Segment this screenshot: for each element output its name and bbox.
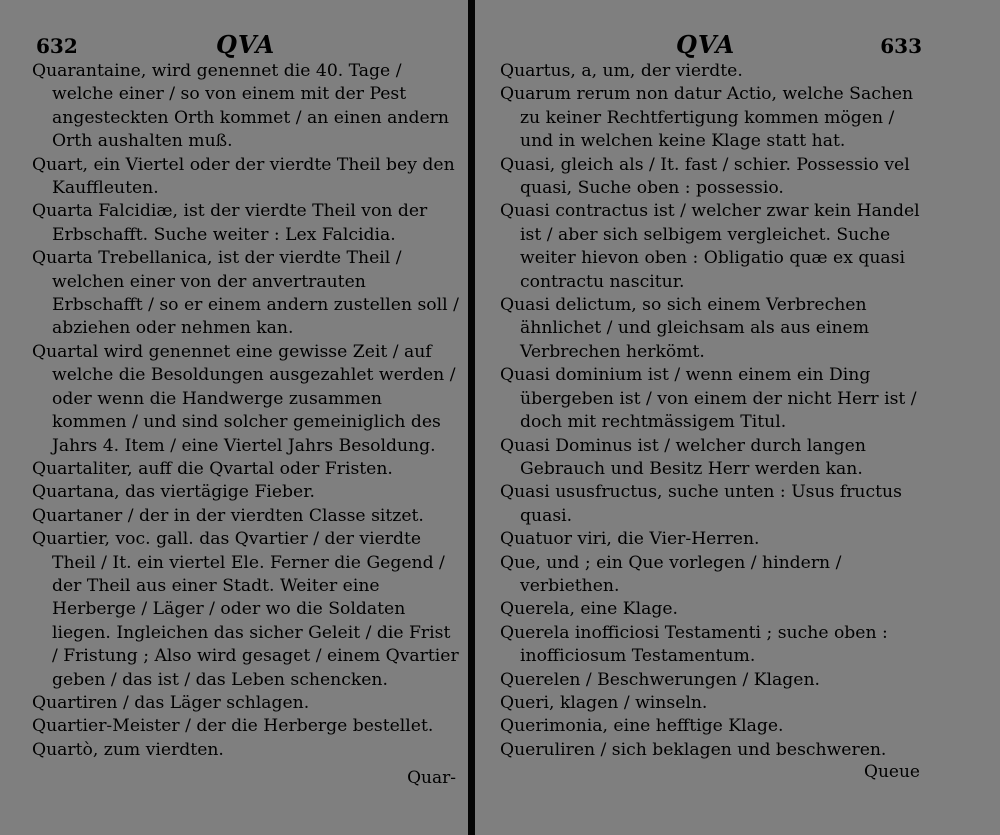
dictionary-entry: Querelen / Beschwerungen / Klagen. bbox=[500, 669, 820, 690]
dictionary-entry: Quarta Trebellanica, ist der vierdte Theil / welchen einer von der anvertrauten Erbschafft / so er einem andern zustellen soll / abziehen oder nehmen kan. bbox=[32, 248, 459, 339]
running-head: QVA bbox=[216, 30, 276, 59]
left-entry-list bbox=[30, 60, 460, 762]
dictionary-entry: Queri, klagen / winseln. bbox=[500, 692, 708, 713]
dictionary-entry: Querela inofficiosi Testamenti ; suche oben : inofficiosum Testamentum. bbox=[500, 622, 888, 667]
dictionary-entry: Querela, eine Klage. bbox=[500, 599, 678, 620]
book-gutter bbox=[468, 0, 475, 835]
catchword: Quar- bbox=[407, 768, 456, 788]
dictionary-entry: Quasi contractus ist / welcher zwar kein Handel ist / aber sich selbigem vergleichet. Suche weiter hievon oben : Obligatio quæ ex quasi contractu nascitur. bbox=[500, 201, 920, 292]
left-page bbox=[30, 0, 460, 835]
running-head: QVA bbox=[676, 30, 736, 59]
right-entry-list bbox=[498, 60, 922, 762]
dictionary-entry: Querimonia, eine hefftige Klage. bbox=[500, 716, 784, 737]
dictionary-entry: Quart, ein Viertel oder der vierdte Theil bey den Kauffleuten. bbox=[32, 154, 455, 199]
left-page-header bbox=[30, 0, 460, 59]
dictionary-entry: Quarta Falcidiæ, ist der vierdte Theil von der Erbschafft. Suche weiter : Lex Falcidia. bbox=[32, 201, 428, 245]
dictionary-entry: Quarantaine, wird genennet die 40. Tage / welche einer / so von einem mit der Pest angesteckten Orth kommet / an einen andern Orth aushalten muß. bbox=[32, 61, 449, 152]
dictionary-entry: Quasi dominium ist / wenn einem ein Ding übergeben ist / von einem der nicht Herr ist / doch mit rechtmässigem Titul. bbox=[500, 365, 917, 433]
dictionary-entry: Quarum rerum non datur Actio, welche Sachen zu keiner Rechtfertigung kommen mögen / und in welchen keine Klage statt hat. bbox=[500, 84, 914, 152]
right-page bbox=[498, 0, 922, 835]
dictionary-entry: Quatuor viri, die Vier-Herren. bbox=[500, 529, 760, 550]
dictionary-entry: Quartier, voc. gall. das Qvartier / der vierdte Theil / It. ein viertel Ele. Ferner die Gegend / der Theil aus einer Stadt. Weiter eine Herberge / Läger / oder wo die Soldaten liegen. Ingleichen das sicher Geleit / die Frist / Fristung ; Also wird gesaget / einem Qvartier geben / das ist / das Leben schencken. bbox=[32, 529, 459, 690]
dictionary-entry: Quasi ususfructus, suche unten : Usus fructus quasi. bbox=[500, 482, 902, 526]
dictionary-entry: Quasi delictum, so sich einem Verbrechen ähnlichet / und gleichsam als aus einem Verbrechen herkömt. bbox=[500, 295, 870, 362]
dictionary-entry: Quasi, gleich als / It. fast / schier. Possessio vel quasi, Suche oben : possessio. bbox=[500, 154, 910, 199]
dictionary-entry: Queruliren / sich beklagen und beschweren. bbox=[500, 739, 887, 760]
dictionary-entry: Quartal wird genennet eine gewisse Zeit / auf welche die Besoldungen ausgezahlet werden / oder wenn die Handwerge zusammen kommen / und sind solcher gemeiniglich des Jahrs 4. Item / eine Viertel Jahrs Besoldung. bbox=[32, 341, 456, 456]
dictionary-entry: Quartiren / das Läger schlagen. bbox=[32, 692, 310, 713]
page-number: 633 bbox=[880, 34, 922, 58]
dictionary-entry: Quartaliter, auff die Qvartal oder Fristen. bbox=[32, 458, 393, 479]
dictionary-entry: Quartus, a, um, der vierdte. bbox=[500, 61, 743, 81]
catchword: Queue bbox=[864, 762, 920, 782]
dictionary-entry: Que, und ; ein Que vorlegen / hindern / verbiethen. bbox=[500, 552, 842, 596]
page-number: 632 bbox=[36, 34, 78, 58]
dictionary-entry: Quartier-Meister / der die Herberge bestellet. bbox=[32, 716, 434, 737]
right-page-header bbox=[498, 0, 922, 59]
dictionary-entry: Quartana, das viertägige Fieber. bbox=[32, 482, 315, 503]
dictionary-entry: Quartò, zum vierdten. bbox=[32, 739, 224, 760]
dictionary-entry: Quasi Dominus ist / welcher durch langen Gebrauch und Besitz Herr werden kan. bbox=[500, 435, 866, 479]
dictionary-entry: Quartaner / der in der vierdten Classe sitzet. bbox=[32, 505, 424, 526]
